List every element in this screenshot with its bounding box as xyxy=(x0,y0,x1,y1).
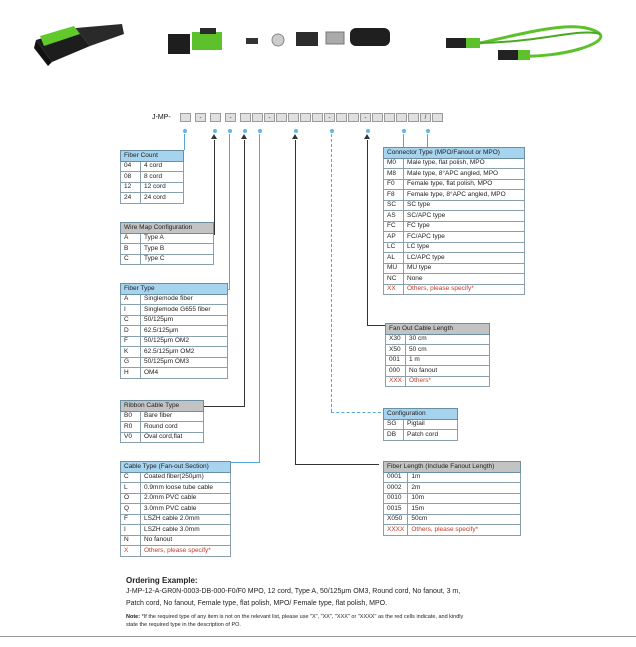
code: LC xyxy=(384,242,404,253)
dot xyxy=(228,129,232,133)
code: O xyxy=(121,493,141,504)
table-row xyxy=(384,211,525,222)
table-row xyxy=(121,305,228,316)
desc: 50/125μm xyxy=(141,315,228,326)
table-row xyxy=(121,294,228,305)
code: 12 xyxy=(121,182,141,193)
table-row xyxy=(384,242,525,253)
code: MU xyxy=(384,263,404,274)
code-box-separator: / xyxy=(420,113,431,122)
code-box-separator: - xyxy=(264,113,275,122)
table-row xyxy=(121,315,228,326)
desc: Others* xyxy=(406,376,490,387)
desc: FC/APC type xyxy=(404,232,525,243)
desc: 3.0mm PVC cable xyxy=(141,504,231,515)
desc: LC/APC type xyxy=(404,253,525,264)
dot xyxy=(402,129,406,133)
code-box xyxy=(312,113,323,122)
table-row xyxy=(384,200,525,211)
table-row xyxy=(384,179,525,190)
code: FC xyxy=(384,221,404,232)
dot xyxy=(258,129,262,133)
line xyxy=(295,464,379,465)
code-box xyxy=(252,113,263,122)
desc: 30 cm xyxy=(406,334,490,345)
code: XXX xyxy=(386,376,406,387)
table-row xyxy=(386,366,490,377)
table-row xyxy=(384,525,521,536)
code: H xyxy=(121,368,141,379)
desc: Male type, flat polish, MPO xyxy=(404,158,525,169)
desc: None xyxy=(404,274,525,285)
table-row xyxy=(121,244,214,255)
table-row xyxy=(121,357,228,368)
desc: Others, please specify* xyxy=(404,284,525,295)
line xyxy=(427,134,428,148)
patch-cord-image xyxy=(440,12,610,72)
table-row xyxy=(121,193,184,204)
code-box-separator: - xyxy=(324,113,335,122)
code: C xyxy=(121,472,141,483)
code: R0 xyxy=(121,422,141,433)
code: A xyxy=(121,294,141,305)
dot xyxy=(330,129,334,133)
table-row xyxy=(386,345,490,356)
table-row xyxy=(121,504,231,515)
code-box xyxy=(276,113,287,122)
desc: 12 cord xyxy=(141,182,184,193)
table-row xyxy=(384,493,521,504)
code: Q xyxy=(121,504,141,515)
code-box-separator: - xyxy=(195,113,206,122)
code: SC xyxy=(384,200,404,211)
desc: Singlemode G655 fiber xyxy=(141,305,228,316)
code-box xyxy=(336,113,347,122)
code-box xyxy=(288,113,299,122)
table-row xyxy=(386,334,490,345)
dot xyxy=(213,129,217,133)
dot xyxy=(366,129,370,133)
ribbon-cable-table xyxy=(120,400,204,443)
table-row xyxy=(386,355,490,366)
table-row xyxy=(121,483,231,494)
code: 24 xyxy=(121,193,141,204)
table-row xyxy=(384,514,521,525)
table-title: Configuration xyxy=(384,409,458,420)
table-row xyxy=(121,368,228,379)
code: L xyxy=(121,483,141,494)
part-number-prefix: J-MP- xyxy=(152,114,171,121)
code-box xyxy=(240,113,251,122)
desc: 10m xyxy=(408,493,521,504)
desc: 62.5/125μm xyxy=(141,326,228,337)
code: C xyxy=(121,315,141,326)
code: A xyxy=(121,233,141,244)
desc: 50/125μm OM3 xyxy=(141,357,228,368)
table-row xyxy=(121,546,231,557)
desc: 24 cord xyxy=(141,193,184,204)
configuration-table xyxy=(383,408,458,441)
code: AL xyxy=(384,253,404,264)
code: F0 xyxy=(384,179,404,190)
bottom-divider xyxy=(0,636,636,637)
desc: Bare fiber xyxy=(141,411,204,422)
exploded-connector-image xyxy=(160,22,396,62)
table-row xyxy=(384,158,525,169)
ordering-line2: Patch cord, No fanout, Female type, flat polish, MPO/ Female type, flat polish, MPO. xyxy=(126,600,388,607)
table-row xyxy=(121,172,184,183)
desc: 8 cord xyxy=(141,172,184,183)
fanout-length-table xyxy=(385,323,490,387)
table-row xyxy=(121,161,184,172)
code: F8 xyxy=(384,190,404,201)
desc: Round cord xyxy=(141,422,204,433)
code: F xyxy=(121,336,141,347)
desc: 4 cord xyxy=(141,161,184,172)
code: 0002 xyxy=(384,483,408,494)
code-box-separator: - xyxy=(360,113,371,122)
line xyxy=(214,140,215,235)
fiber-length-table xyxy=(383,461,521,536)
table-row xyxy=(121,254,214,265)
desc: 50cm xyxy=(408,514,521,525)
table-row xyxy=(384,274,525,285)
connector-type-table xyxy=(383,147,525,295)
code: XX xyxy=(384,284,404,295)
code: X050 xyxy=(384,514,408,525)
table-row xyxy=(121,535,231,546)
code-box xyxy=(384,113,395,122)
table-title: Fiber Length (Include Fanout Length) xyxy=(384,462,521,473)
line xyxy=(231,462,260,463)
table-title: Fan Out Cable Length xyxy=(386,324,490,335)
desc: No fanout xyxy=(141,535,231,546)
fiber-type-table xyxy=(120,283,228,379)
code: F xyxy=(121,514,141,525)
table-row xyxy=(384,483,521,494)
code-box xyxy=(300,113,311,122)
desc: Pigtail xyxy=(404,419,458,430)
desc: No fanout xyxy=(406,366,490,377)
code: X50 xyxy=(386,345,406,356)
desc: 0.9mm loose tube cable xyxy=(141,483,231,494)
arrow xyxy=(211,134,217,139)
code: AP xyxy=(384,232,404,243)
table-row xyxy=(121,326,228,337)
code: B xyxy=(121,244,141,255)
line xyxy=(184,134,185,150)
desc: 62.5/125μm OM2 xyxy=(141,347,228,358)
dot xyxy=(294,129,298,133)
line xyxy=(295,140,296,464)
code: DB xyxy=(384,430,404,441)
table-row xyxy=(121,411,204,422)
mpo-connector-image xyxy=(30,18,128,68)
desc: SC/APC type xyxy=(404,211,525,222)
ordering-title: Ordering Example: xyxy=(126,576,198,585)
desc: Coated fiber(250μm) xyxy=(141,472,231,483)
desc: Others, please specify* xyxy=(408,525,521,536)
line xyxy=(367,140,368,325)
code: NC xyxy=(384,274,404,285)
desc: 1m xyxy=(408,472,521,483)
code-box xyxy=(180,113,191,122)
desc: OM4 xyxy=(141,368,228,379)
desc: 50/125μm OM2 xyxy=(141,336,228,347)
desc: Type C xyxy=(141,254,214,265)
code: D xyxy=(121,326,141,337)
code: 000 xyxy=(386,366,406,377)
dot xyxy=(183,129,187,133)
table-title: Connector Type (MPO/Fanout or MPO) xyxy=(384,148,525,159)
code: G xyxy=(121,357,141,368)
code: 04 xyxy=(121,161,141,172)
table-row xyxy=(384,263,525,274)
table-row xyxy=(384,419,458,430)
table-row xyxy=(121,472,231,483)
desc: Patch cord xyxy=(404,430,458,441)
table-row xyxy=(121,336,228,347)
ordering-note xyxy=(126,614,463,620)
code: K xyxy=(121,347,141,358)
code: I xyxy=(121,525,141,536)
desc: MU type xyxy=(404,263,525,274)
table-row xyxy=(121,493,231,504)
code: 08 xyxy=(121,172,141,183)
note-text: *If the required type of any item is not on the relevant list, please use "X", "XX", "XXX" or "XXXX" as the red cells indicate, and kindly xyxy=(141,614,464,620)
cable-type-table xyxy=(120,461,231,557)
code: AS xyxy=(384,211,404,222)
line xyxy=(331,412,381,413)
table-row xyxy=(121,182,184,193)
desc: Female type, flat polish, MPO xyxy=(404,179,525,190)
table-row xyxy=(121,514,231,525)
line xyxy=(403,134,404,148)
desc: Male type, 8°APC angled, MPO xyxy=(404,169,525,180)
desc: 2m xyxy=(408,483,521,494)
code: X30 xyxy=(386,334,406,345)
line xyxy=(244,140,245,406)
table-row xyxy=(384,430,458,441)
desc: Type A xyxy=(141,233,214,244)
table-row xyxy=(121,347,228,358)
code: 0010 xyxy=(384,493,408,504)
table-row xyxy=(384,221,525,232)
line xyxy=(229,134,230,289)
code-box xyxy=(348,113,359,122)
desc: Female type, 8°APC angled, MPO xyxy=(404,190,525,201)
line xyxy=(204,406,245,407)
line xyxy=(331,134,332,412)
table-title: Fiber Type xyxy=(121,284,228,295)
table-row xyxy=(121,422,204,433)
code: 001 xyxy=(386,355,406,366)
dot xyxy=(243,129,247,133)
code: N xyxy=(121,535,141,546)
desc: Others, please specify* xyxy=(141,546,231,557)
table-row xyxy=(384,190,525,201)
line xyxy=(367,325,385,326)
table-row xyxy=(384,253,525,264)
code: M0 xyxy=(384,158,404,169)
desc: LSZH cable 2.0mm xyxy=(141,514,231,525)
code: SG xyxy=(384,419,404,430)
arrow xyxy=(364,134,370,139)
arrow xyxy=(292,134,298,139)
code: X xyxy=(121,546,141,557)
code: M8 xyxy=(384,169,404,180)
table-title: Fiber Count xyxy=(121,151,184,162)
table-row xyxy=(384,504,521,515)
table-row xyxy=(384,472,521,483)
code-box xyxy=(210,113,221,122)
code: C xyxy=(121,254,141,265)
table-row xyxy=(386,376,490,387)
desc: Type B xyxy=(141,244,214,255)
desc: 15m xyxy=(408,504,521,515)
table-row xyxy=(121,525,231,536)
code: B0 xyxy=(121,411,141,422)
code: XXXX xyxy=(384,525,408,536)
code: I xyxy=(121,305,141,316)
table-title: Ribbon Cable Type xyxy=(121,401,204,412)
code-box xyxy=(432,113,443,122)
table-row xyxy=(384,284,525,295)
line xyxy=(259,134,260,462)
note-label: Note: xyxy=(126,614,141,620)
ordering-note-2: state the required type in the description of PO. xyxy=(126,622,241,628)
table-row xyxy=(384,169,525,180)
desc: LSZH cable 3.0mm xyxy=(141,525,231,536)
dot xyxy=(426,129,430,133)
desc: 50 cm xyxy=(406,345,490,356)
wire-map-table xyxy=(120,222,214,265)
desc: Singlemode fiber xyxy=(141,294,228,305)
arrow xyxy=(241,134,247,139)
code: V0 xyxy=(121,432,141,443)
code-box xyxy=(396,113,407,122)
desc: 2.0mm PVC cable xyxy=(141,493,231,504)
desc: Oval cord,flat xyxy=(141,432,204,443)
code-box xyxy=(408,113,419,122)
desc: SC type xyxy=(404,200,525,211)
table-title: Wire Map Configuration xyxy=(121,223,214,234)
desc: 1 m xyxy=(406,355,490,366)
ordering-line1: J-MP-12-A-GR0N-0003-DB-000-F0/F0 MPO, 12 cord, Type A, 50/125μm OM3, Round cord, No fanout, 3 m, xyxy=(126,588,461,595)
desc: FC type xyxy=(404,221,525,232)
code-box xyxy=(372,113,383,122)
table-row xyxy=(121,233,214,244)
table-row xyxy=(121,432,204,443)
table-row xyxy=(384,232,525,243)
code: 0015 xyxy=(384,504,408,515)
table-title: Cable Type (Fan-out Section) xyxy=(121,462,231,473)
fiber-count-table xyxy=(120,150,184,204)
code: 0001 xyxy=(384,472,408,483)
desc: LC type xyxy=(404,242,525,253)
code-box-separator: - xyxy=(225,113,236,122)
